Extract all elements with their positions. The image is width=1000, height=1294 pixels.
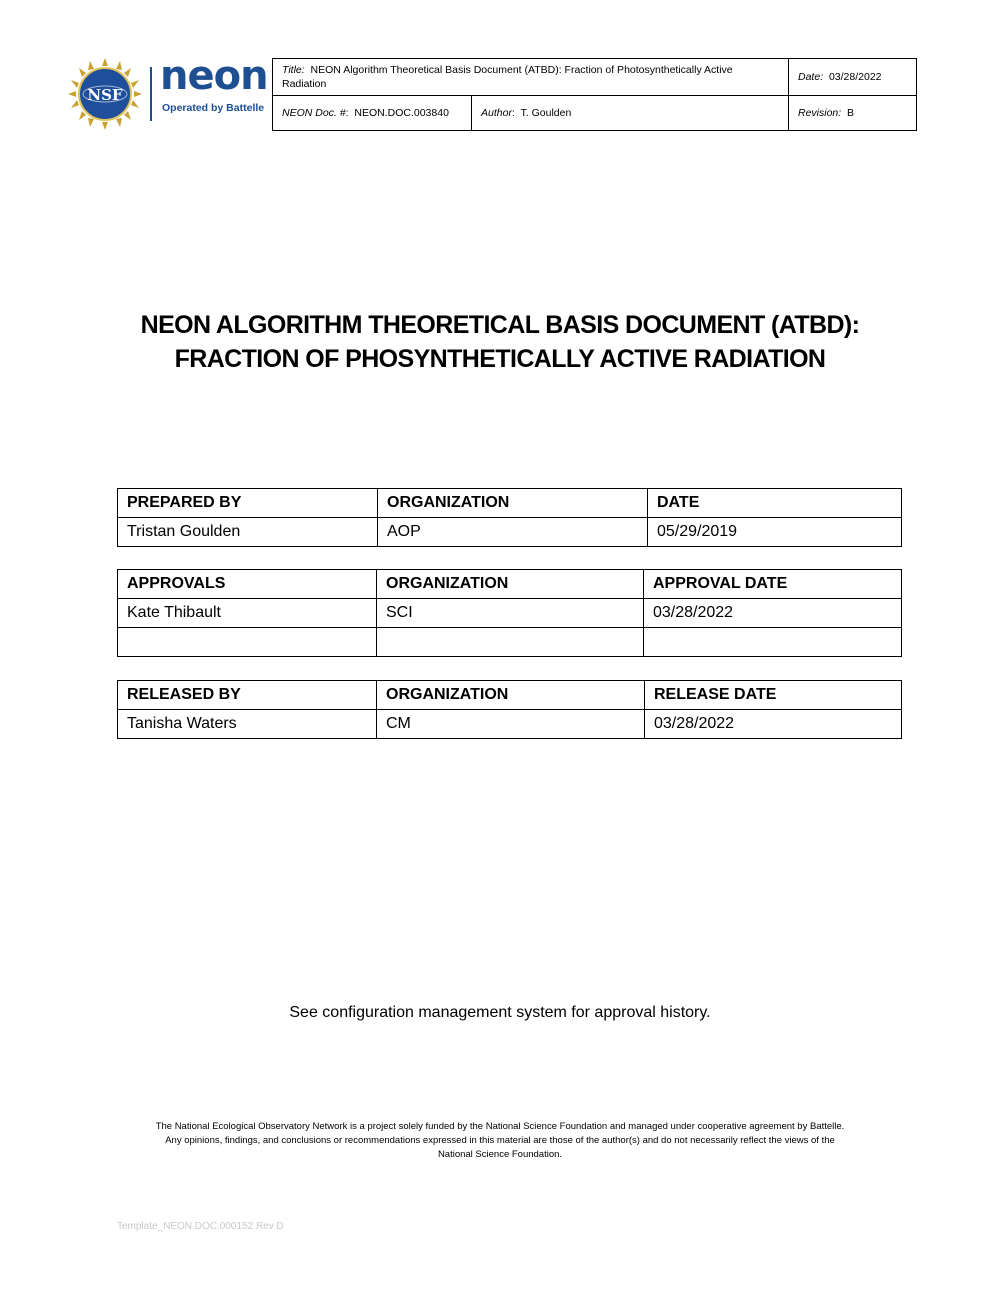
approver-name: Kate Thibault bbox=[118, 599, 377, 628]
header-cell-prepared-by: PREPARED BY bbox=[118, 489, 378, 518]
releaser-organization: CM bbox=[377, 710, 645, 739]
disclaimer-line-3: National Science Foundation. bbox=[437, 1149, 563, 1160]
author-label: Author bbox=[481, 106, 512, 119]
table-header-row bbox=[118, 681, 902, 710]
header-docnum-cell: NEON Doc. #: NEON.DOC.003840 bbox=[273, 96, 472, 131]
header-cell-released-by: RELEASED BY bbox=[118, 681, 377, 710]
release-date: 03/28/2022 bbox=[645, 710, 902, 739]
configuration-note: See configuration management system for approval history. bbox=[289, 1004, 711, 1021]
header-revision-cell bbox=[789, 96, 917, 131]
disclaimer-line-2: Any opinions, findings, and conclusions or recommendations expressed in this material are those of the author(s) and do not necessarily reflect the views of the bbox=[165, 1135, 835, 1146]
released-by-table bbox=[117, 680, 902, 739]
logo-tagline: Operated by Battelle bbox=[162, 102, 265, 114]
table-row bbox=[118, 599, 902, 628]
preparer-name: Tristan Goulden bbox=[118, 518, 378, 547]
header-cell-organization: ORGANIZATION bbox=[378, 489, 648, 518]
releaser-name: Tanisha Waters bbox=[118, 710, 377, 739]
document-header-table bbox=[272, 58, 917, 131]
header-cell-release-date: RELEASE DATE bbox=[645, 681, 902, 710]
header-date-cell: Date: 03/28/2022 bbox=[789, 59, 917, 96]
table-row-empty bbox=[118, 628, 902, 657]
approval-date: 03/28/2022 bbox=[644, 599, 902, 628]
header-title-cell: Title: NEON Algorithm Theoretical Basis Document (ATBD): Fraction of Photosynthetically Active Radiation bbox=[273, 59, 789, 96]
approver-organization: SCI bbox=[377, 599, 644, 628]
table-header-row bbox=[118, 570, 902, 599]
header-cell-organization: ORGANIZATION bbox=[377, 681, 645, 710]
prepared-by-table bbox=[117, 488, 902, 547]
revision-value: B bbox=[847, 106, 855, 119]
document-title bbox=[60, 308, 940, 376]
nsf-seal-text: NSF bbox=[87, 86, 123, 104]
nsf-seal-icon bbox=[68, 58, 142, 130]
neon-wordmark: neon bbox=[160, 53, 268, 99]
disclaimer-line-1: The National Ecological Observatory Network is a project solely funded by the National Science Foundation and managed under cooperative agreement by Battelle. bbox=[155, 1121, 845, 1132]
docnum-label: NEON Doc. # bbox=[282, 106, 346, 119]
template-identifier: Template_NEON.DOC.000152 Rev D bbox=[117, 1221, 284, 1232]
approver-organization bbox=[377, 628, 644, 657]
header-cell-date: DATE bbox=[648, 489, 902, 518]
date-value: 03/28/2022 bbox=[828, 70, 882, 83]
table-row bbox=[118, 710, 902, 739]
approval-date bbox=[644, 628, 902, 657]
header-author-cell: Author: T. Goulden bbox=[472, 96, 789, 131]
table-header-row bbox=[118, 489, 902, 518]
preparer-organization: AOP bbox=[378, 518, 648, 547]
document-title-line-2: FRACTION OF PHOSYNTHETICALLY ACTIVE RADIATION bbox=[174, 345, 826, 373]
approvals-table bbox=[117, 569, 902, 657]
title-value: NEON Algorithm Theoretical Basis Document (ATBD): Fraction of Photosynthetically Active Radiation bbox=[282, 63, 733, 90]
header-cell-approvals: APPROVALS bbox=[118, 570, 377, 599]
header-cell-approval-date: APPROVAL DATE bbox=[644, 570, 902, 599]
approver-name bbox=[118, 628, 377, 657]
docnum-value: NEON.DOC.003840 bbox=[354, 106, 449, 119]
neon-logo bbox=[68, 53, 272, 130]
date-label: Date bbox=[798, 70, 821, 83]
title-label: Title bbox=[282, 63, 302, 76]
revision-label: Revision: bbox=[798, 106, 842, 119]
document-title-line-1: NEON ALGORITHM THEORETICAL BASIS DOCUMENT (ATBD): bbox=[140, 311, 860, 339]
logo-divider bbox=[150, 67, 152, 121]
header-cell-organization: ORGANIZATION bbox=[377, 570, 644, 599]
prepared-date: 05/29/2019 bbox=[648, 518, 902, 547]
author-value: T. Goulden bbox=[520, 106, 572, 119]
table-row bbox=[118, 518, 902, 547]
funding-disclaimer bbox=[110, 1120, 890, 1162]
